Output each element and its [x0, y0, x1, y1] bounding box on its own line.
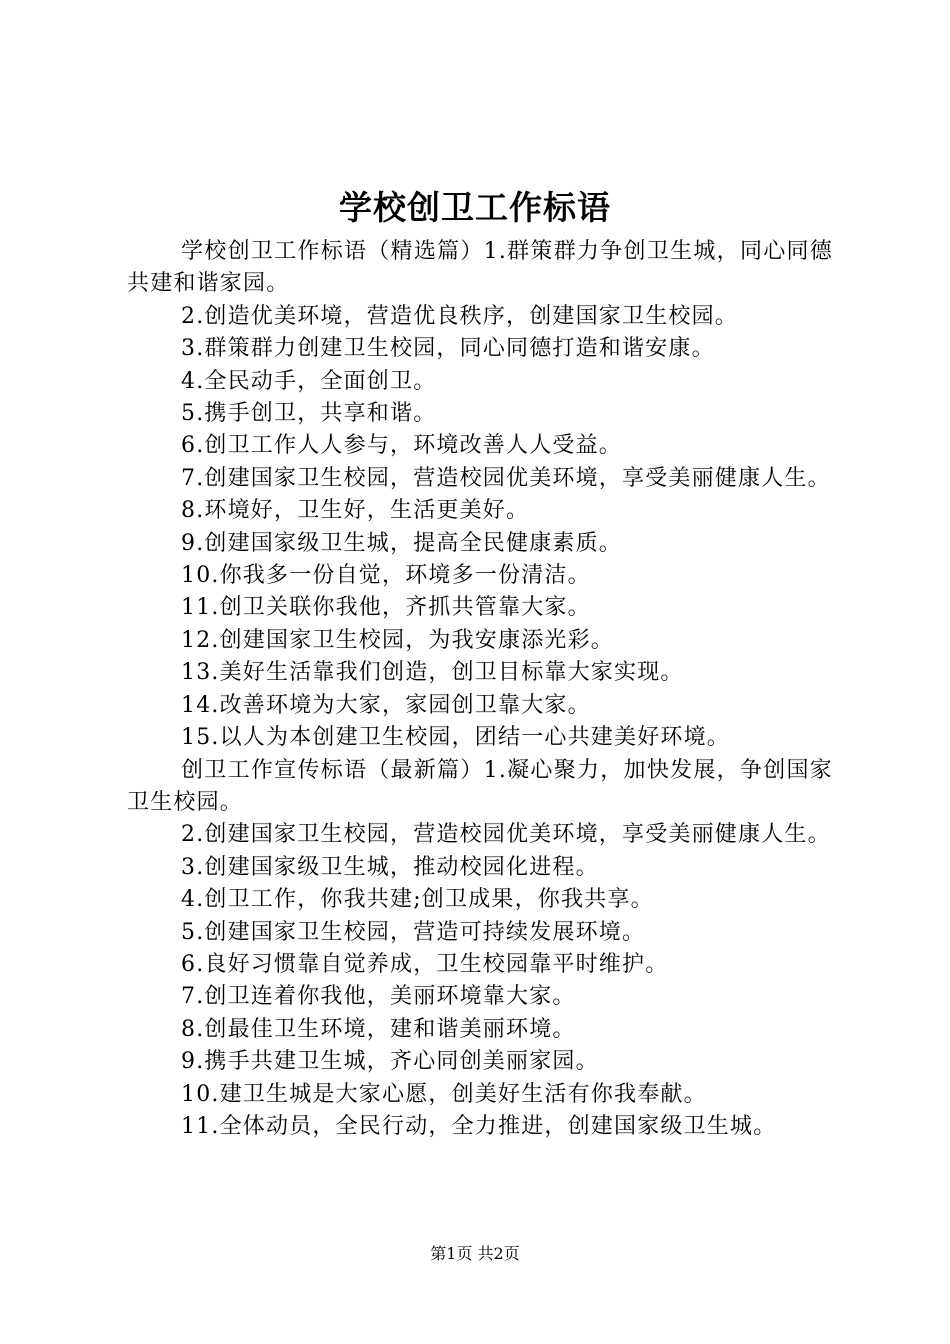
slogan-paragraph: 10.你我多一份自觉，环境多一份清洁。: [181, 563, 591, 589]
slogan-paragraph: 9.携手共建卫生城，齐心同创美丽家园。: [181, 1049, 599, 1075]
slogan-paragraph: 11.全体动员，全民行动，全力推进，创建国家级卫生城。: [181, 1113, 777, 1139]
slogan-paragraph: 5.携手创卫，共享和谐。: [181, 401, 437, 427]
slogan-paragraph: 创卫工作宣传标语（最新篇）1.凝心聚力，加快发展，争创国家卫生校园。: [127, 757, 833, 815]
slogan-paragraph: 学校创卫工作标语（精选篇）1.群策群力争创卫生城，同心同德共建和谐家园。: [127, 239, 833, 297]
slogan-paragraph: 6.创卫工作人人参与，环境改善人人受益。: [181, 433, 622, 459]
slogan-paragraph: 5.创建国家卫生校园，营造可持续发展环境。: [181, 919, 646, 945]
slogan-paragraph: 3.创建国家级卫生城，推动校园化进程。: [181, 854, 599, 880]
slogan-paragraph: 9.创建国家级卫生城，提高全民健康素质。: [181, 530, 622, 556]
slogan-paragraph: 11.创卫关联你我他，齐抓共管靠大家。: [181, 595, 591, 621]
slogan-paragraph: 2.创造优美环境，营造优良秩序，创建国家卫生校园。: [181, 303, 738, 329]
slogan-paragraph: 14.改善环境为大家，家园创卫靠大家。: [181, 692, 591, 718]
document-body: [127, 236, 833, 1143]
slogan-paragraph: 8.创最佳卫生环境，建和谐美丽环境。: [181, 1016, 576, 1042]
slogan-paragraph: 7.创建国家卫生校园，营造校园优美环境，享受美丽健康人生。: [181, 465, 831, 491]
slogan-paragraph: 6.良好习惯靠自觉养成，卫生校园靠平时维护。: [181, 951, 669, 977]
document-title: 学校创卫工作标语: [339, 188, 611, 227]
slogan-paragraph: 15.以人为本创建卫生校园，团结一心共建美好环境。: [181, 725, 730, 751]
slogan-paragraph: 10.建卫生城是大家心愿，创美好生活有你我奉献。: [181, 1081, 707, 1107]
slogan-paragraph: 3.群策群力创建卫生校园，同心同德打造和谐安康。: [181, 336, 715, 362]
slogan-paragraph: 2.创建国家卫生校园，营造校园优美环境，享受美丽健康人生。: [181, 822, 831, 848]
slogan-paragraph: 8.环境好，卫生好，生活更美好。: [181, 498, 530, 524]
slogan-paragraph: 4.创卫工作，你我共建;创卫成果，你我共享。: [181, 887, 654, 913]
page-number: 第1页 共2页: [430, 1244, 520, 1263]
slogan-paragraph: 7.创卫连着你我他，美丽环境靠大家。: [181, 984, 576, 1010]
slogan-paragraph: 12.创建国家卫生校园，为我安康添光彩。: [181, 627, 614, 653]
slogan-paragraph: 13.美好生活靠我们创造，创卫目标靠大家实现。: [181, 660, 684, 686]
slogan-paragraph: 4.全民动手，全面创卫。: [181, 368, 437, 394]
